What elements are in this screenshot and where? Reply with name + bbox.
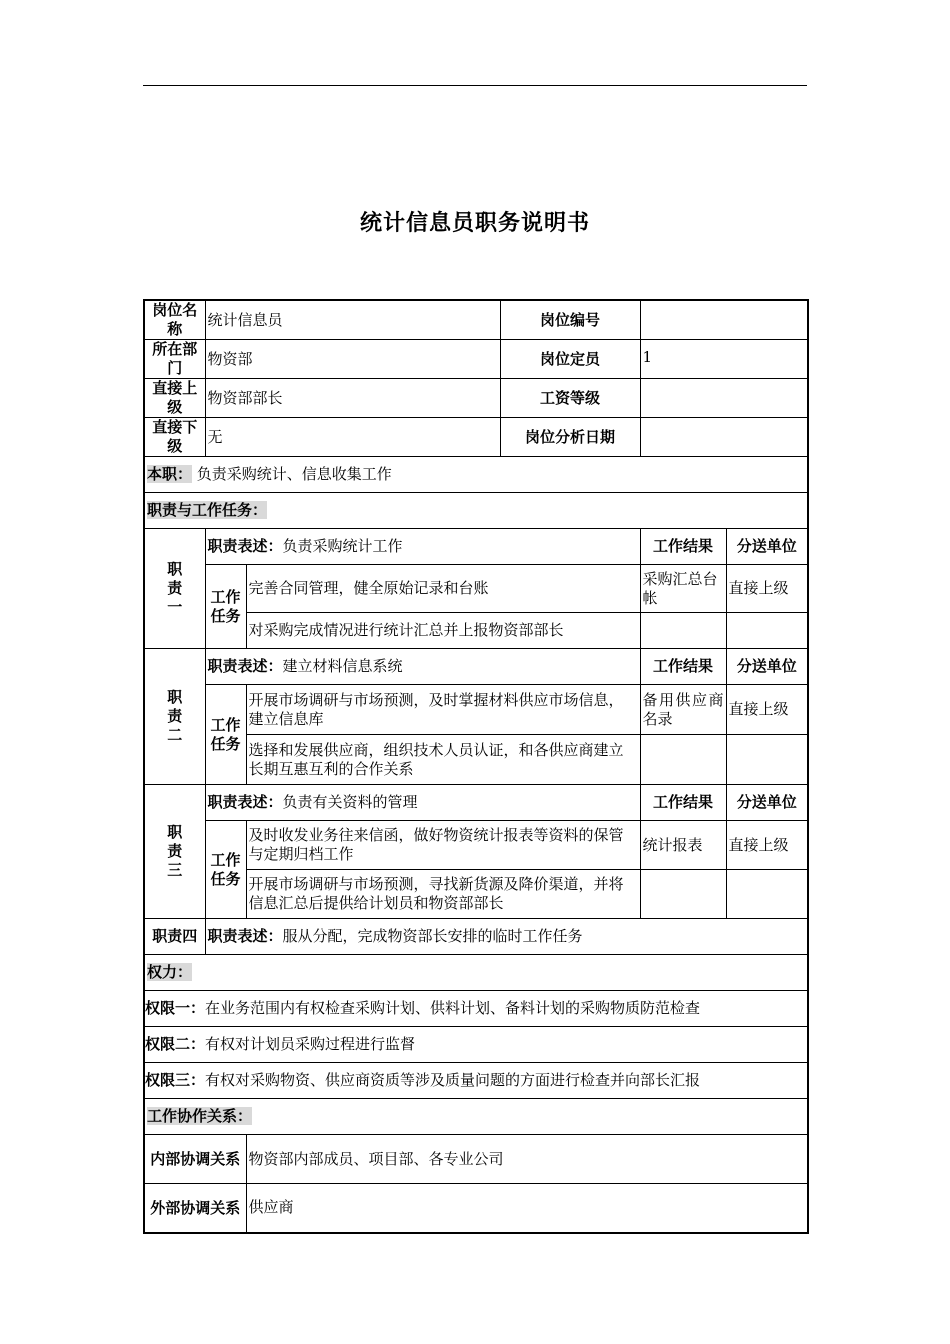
task-result (640, 735, 726, 785)
task-text: 完善合同管理，健全原始记录和台账 (246, 565, 640, 613)
relation-label: 外部协调关系 (144, 1184, 246, 1233)
desc-label: 职责表述： (207, 537, 283, 555)
task-result: 统计报表 (640, 821, 726, 870)
task-text: 开展市场调研与市场预测，及时掌握材料供应市场信息，建立信息库 (246, 685, 640, 735)
authority-row (144, 1027, 808, 1063)
col-dest-header: 分送单位 (726, 529, 808, 565)
relations-header-row (144, 1099, 808, 1135)
task-text: 及时收发业务往来信函，做好物资统计报表等资料的保管与定期归档工作 (246, 821, 640, 870)
duty-label: 职 责 三 (144, 785, 205, 919)
field-value (640, 418, 808, 457)
duty-label: 职 责 二 (144, 649, 205, 785)
authority-label: 权限三： (145, 1071, 206, 1089)
duty-desc: 负责采购统计工作 (282, 537, 403, 555)
field-label: 工资等级 (500, 379, 640, 418)
task-text: 选择和发展供应商，组织技术人员认证，和各供应商建立长期互惠互利的合作关系 (246, 735, 640, 785)
authority-text: 有权对计划员采购过程进行监督 (205, 1035, 416, 1053)
authority-header: 权力： (147, 963, 193, 981)
duty-desc: 负责有关资料的管理 (282, 793, 418, 811)
basic-row (144, 418, 808, 457)
relation-label: 内部协调关系 (144, 1135, 246, 1184)
authority-header-row (144, 955, 808, 991)
job-description-table (143, 299, 809, 1234)
authority-row (144, 991, 808, 1027)
desc-label: 职责表述： (207, 793, 283, 811)
relation-row (144, 1135, 808, 1184)
basic-row (144, 340, 808, 379)
col-dest-header: 分送单位 (726, 649, 808, 685)
task-row (144, 685, 808, 735)
field-value: 物资部 (205, 340, 500, 379)
duty-desc-row (144, 529, 808, 565)
task-dest: 直接上级 (726, 685, 808, 735)
role-label: 本职： (147, 465, 193, 483)
col-result-header: 工作结果 (640, 649, 726, 685)
task-result (640, 613, 726, 649)
duties-header-row (144, 493, 808, 529)
authority-text: 在业务范围内有权检查采购计划、供料计划、备料计划的采购物质防范检查 (205, 999, 701, 1017)
page-title: 统计信息员职务说明书 (359, 211, 590, 236)
role-value: 负责采购统计、信息收集工作 (196, 465, 392, 483)
task-text: 对采购完成情况进行统计汇总并上报物资部部长 (246, 613, 640, 649)
task-result: 采购汇总台帐 (640, 565, 726, 613)
duty4-label: 职责四 (144, 919, 205, 955)
task-row (144, 821, 808, 870)
duty4-desc: 服从分配，完成物资部长安排的临时工作任务 (282, 927, 583, 945)
field-value (640, 300, 808, 340)
authority-text: 有权对采购物资、供应商资质等涉及质量问题的方面进行检查并向部长汇报 (205, 1071, 701, 1089)
field-label: 岗位定员 (500, 340, 640, 379)
field-label: 直接上级 (144, 379, 205, 418)
relation-value: 供应商 (246, 1184, 808, 1233)
relation-value: 物资部内部成员、项目部、各专业公司 (246, 1135, 808, 1184)
field-label: 岗位分析日期 (500, 418, 640, 457)
desc-label: 职责表述： (207, 657, 283, 675)
field-label: 岗位名称 (144, 300, 205, 340)
duty-desc-row (144, 785, 808, 821)
task-dest: 直接上级 (726, 565, 808, 613)
task-dest (726, 735, 808, 785)
field-value: 无 (205, 418, 500, 457)
duties-header: 职责与工作任务： (147, 501, 268, 519)
task-dest (726, 613, 808, 649)
task-label: 工作 任务 (205, 565, 246, 649)
col-dest-header: 分送单位 (726, 785, 808, 821)
field-label: 直接下级 (144, 418, 205, 457)
task-dest: 直接上级 (726, 821, 808, 870)
task-dest (726, 870, 808, 919)
duty-desc-row (144, 649, 808, 685)
task-result: 备用供应商名录 (640, 685, 726, 735)
task-text: 开展市场调研与市场预测，寻找新货源及降价渠道，并将信息汇总后提供给计划员和物资部部长 (246, 870, 640, 919)
field-value (640, 379, 808, 418)
task-label: 工作 任务 (205, 821, 246, 919)
duty-label: 职 责 一 (144, 529, 205, 649)
task-result (640, 870, 726, 919)
duty-desc: 建立材料信息系统 (282, 657, 403, 675)
relations-header: 工作协作关系： (147, 1107, 253, 1125)
field-label: 所在部门 (144, 340, 205, 379)
basic-row (144, 300, 808, 340)
relation-row (144, 1184, 808, 1233)
header-rule (143, 85, 807, 86)
field-value: 物资部部长 (205, 379, 500, 418)
task-row (144, 565, 808, 613)
basic-row (144, 379, 808, 418)
duty4-row (144, 919, 808, 955)
authority-label: 权限二： (145, 1035, 206, 1053)
col-result-header: 工作结果 (640, 529, 726, 565)
task-label: 工作 任务 (205, 685, 246, 785)
field-value: 统计信息员 (205, 300, 500, 340)
authority-label: 权限一： (145, 999, 206, 1017)
field-label: 岗位编号 (500, 300, 640, 340)
col-result-header: 工作结果 (640, 785, 726, 821)
role-row (144, 457, 808, 493)
desc-label: 职责表述： (207, 927, 283, 945)
field-value: 1 (640, 340, 808, 379)
authority-row (144, 1063, 808, 1099)
